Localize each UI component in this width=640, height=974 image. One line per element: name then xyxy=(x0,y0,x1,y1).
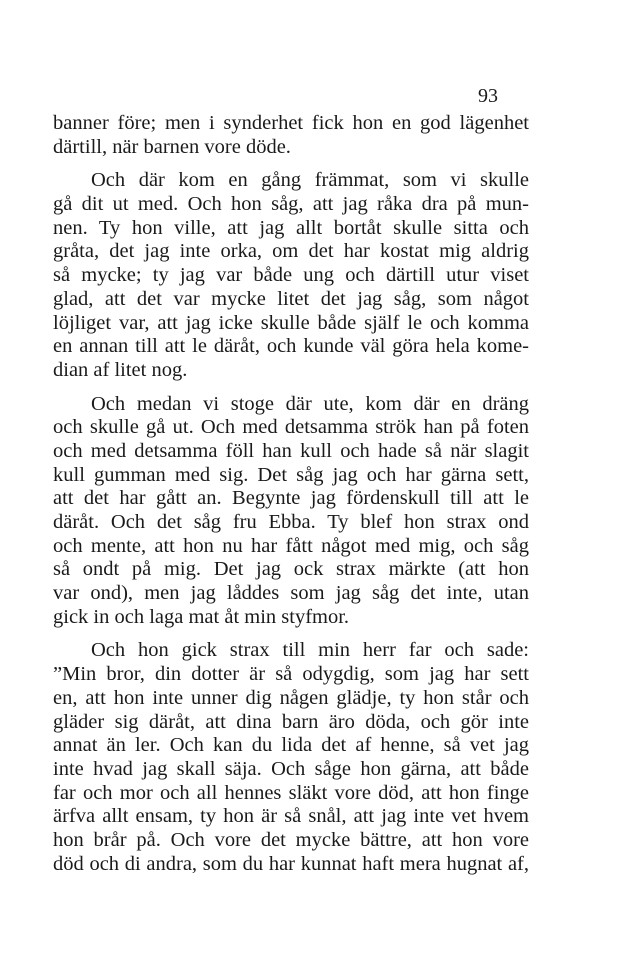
paragraph xyxy=(53,393,529,630)
text-line: gläder sig däråt, att dina barn äro döda, och gör inte xyxy=(53,710,529,733)
text-line: annat än ler. Och kan du lida det af henne, så vet jag xyxy=(53,734,529,757)
text-line: därtill, när barnen vore döde. xyxy=(53,135,291,158)
text-line: glad, att det var mycke litet det jag såg, som något xyxy=(53,287,529,310)
text-line: ärfva allt ensam, ty hon är så snål, att jag inte vet hvem xyxy=(53,805,529,828)
text-line: nen. Ty hon ville, att jag allt bortåt skulle sitta och xyxy=(53,216,529,239)
text-line: så mycke; ty jag var både ung och därtill utur viset xyxy=(53,264,529,287)
text-line: så ondt på mig. Det jag ock strax märkte (att hon xyxy=(53,558,529,581)
text-line: löjliget var, att jag icke skulle både själf le och komma xyxy=(53,311,529,334)
paragraph xyxy=(53,639,529,876)
text-line: och mente, att hon nu har fått något med mig, och såg xyxy=(53,534,529,557)
text-line: att det har gått an. Begynte jag fördenskull till att le xyxy=(53,487,529,510)
text-line: dian af litet nog. xyxy=(53,358,188,381)
text-line: kull gumman med sig. Det såg jag och har gärna sett, xyxy=(53,463,529,486)
body-text xyxy=(53,112,529,886)
text-line: däråt. Och det såg fru Ebba. Ty blef hon strax ond xyxy=(53,511,529,533)
text-line: Och hon gick strax till min herr far och sade: xyxy=(91,639,529,662)
paragraph xyxy=(53,112,529,159)
text-line: död och di andra, som du har kunnat haft mera hugnat af, xyxy=(53,852,529,875)
text-line: gick in och laga mat åt min styfmor. xyxy=(53,605,350,628)
text-line: far och mor och all hennes släkt vore död, att hon finge xyxy=(53,781,529,804)
text-line: var ond), men jag låddes som jag såg det inte, utan xyxy=(53,582,529,605)
text-line: inte hvad jag skall säja. Och såge hon gärna, att både xyxy=(53,757,529,780)
text-line: hon brår på. Och vore det mycke bättre, att hon vore xyxy=(53,828,529,851)
text-line: och skulle gå ut. Och med detsamma strök han på foten xyxy=(53,416,529,439)
text-line: gå dit ut med. Och hon såg, att jag råka dra på mun- xyxy=(53,193,529,216)
page-number: 93 xyxy=(478,85,498,107)
text-line: en, att hon inte unner dig någen glädje, ty hon står och xyxy=(53,686,529,709)
text-line: och med detsamma föll han kull och hade så när slagit xyxy=(53,439,529,462)
text-line: en annan till att le däråt, och kunde väl göra hela kome- xyxy=(53,335,529,358)
text-line: Och där kom en gång främmat, som vi skulle xyxy=(91,169,529,192)
paragraph xyxy=(53,169,529,382)
text-line: ”Min bror, din dotter är så odygdig, som jag har sett xyxy=(53,663,529,686)
text-line: Och medan vi stoge där ute, kom där en dräng xyxy=(91,392,529,415)
text-line: gråta, det jag inte orka, om det har kostat mig aldrig xyxy=(53,240,529,263)
text-line: banner före; men i synderhet fick hon en god lägenhet xyxy=(53,112,529,134)
